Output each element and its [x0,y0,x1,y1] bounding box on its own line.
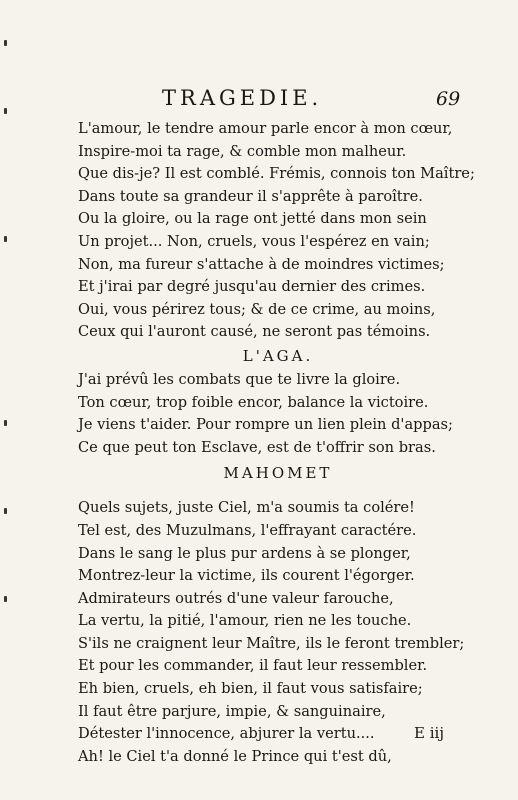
verse-line: Détester l'innocence, abjurer la vertu.... [78,725,375,743]
margin-mark [4,596,7,602]
verse-line: Admirateurs outrés d'une valeur farouche, [78,589,394,607]
verse-line: Inspire-moi ta rage, & comble mon malheur. [78,142,407,160]
verse-line: Ce que peut ton Esclave, est de t'offrir son bras. [78,438,436,456]
speaker-heading: MAHOMET [223,464,333,483]
verse-line: Dans le sang le plus pur ardens à se plonger, [78,544,411,562]
verse-line: J'ai prévû les combats que te livre la gloire. [78,370,401,388]
verse-line: Montrez-leur la victime, ils courent l'égorger. [78,567,415,585]
verse-line: Dans toute sa grandeur il s'apprête à paroître. [78,187,423,205]
verse-line: Et pour les commander, il faut leur ressembler. [78,657,428,675]
verse-line: La vertu, la pitié, l'amour, rien ne les touche. [78,612,412,630]
page-header [0,86,518,116]
verse-line: Ah! le Ciel t'a donné le Prince qui t'est dû, [78,747,392,765]
speaker-heading: L'AGA. [242,346,314,365]
verse-line: Ceux qui l'auront causé, ne seront pas témoins. [78,323,431,341]
verse-line: Et j'irai par degré jusqu'au dernier des crimes. [78,278,426,296]
page-number: 69 [436,88,461,110]
verse-line: Je viens t'aider. Pour rompre un lien plein d'appas; [78,416,453,434]
verse-line: Quels sujets, juste Ciel, m'a soumis ta colére! [78,499,415,517]
text-body [78,118,478,768]
margin-mark [4,508,7,514]
verse-line: Ton cœur, trop foible encor, balance la victoire. [78,393,429,411]
margin-mark [4,236,7,242]
verse-line: Un projet... Non, cruels, vous l'espérez en vain; [78,232,430,250]
margin-mark [4,420,7,426]
running-title: TRAGEDIE. [162,86,323,110]
verse-line: L'amour, le tendre amour parle encor à mon cœur, [78,120,453,137]
verse-line: Que dis-je? Il est comblé. Frémis, connois ton Maître; [78,165,475,183]
verse-line: Non, ma fureur s'attache à de moindres victimes; [78,255,445,273]
margin-mark [4,40,7,46]
verse-line: Tel est, des Muzulmans, l'effrayant caractére. [78,521,417,539]
signature-mark: E iij [414,724,444,742]
verse-line: Eh bien, cruels, eh bien, il faut vous satisfaire; [78,680,423,698]
verse-line: Il faut être parjure, impie, & sanguinaire, [78,702,386,720]
verse-line: Ou la gloire, ou la rage ont jetté dans mon sein [78,210,427,228]
verse-line: Oui, vous périrez tous; & de ce crime, au moins, [78,300,436,318]
verse-line: S'ils ne craignent leur Maître, ils le feront trembler; [78,634,465,652]
